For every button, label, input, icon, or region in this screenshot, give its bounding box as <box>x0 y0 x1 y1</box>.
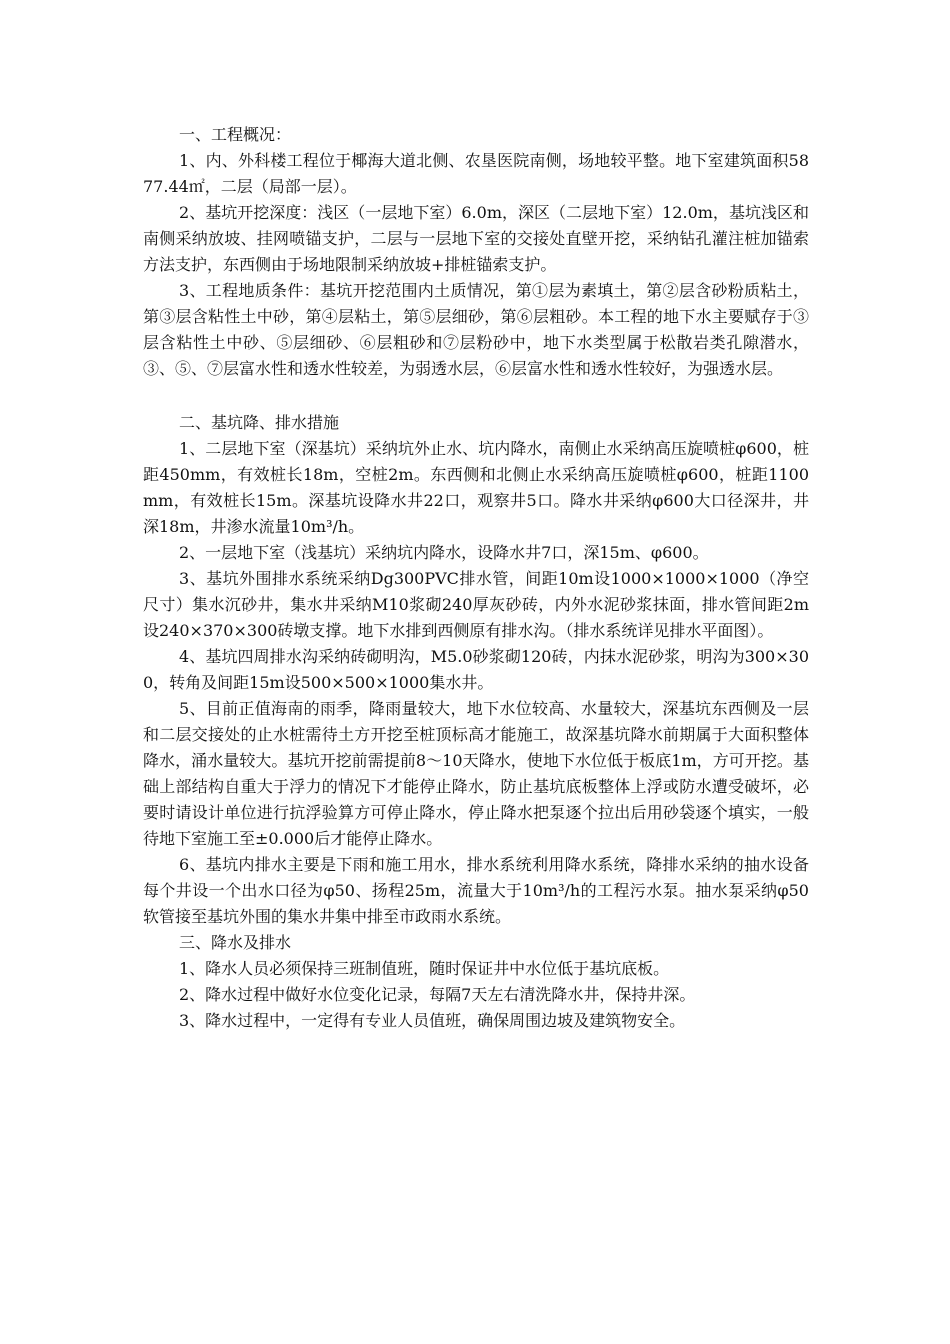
paragraph: 1、二层地下室（深基坑）采纳坑外止水、坑内降水，南侧止水采纳高压旋喷桩φ600，桩距450mm，有效桩长18m，空桩2m。东西侧和北侧止水采纳高压旋喷桩φ600，桩距1100mm，有效桩长15m。深基坑设降水井22口，观察井5口。降水井采纳φ600大口径深井，井深18m，井渗水流量10m³/h。 <box>143 439 809 536</box>
paragraph: 2、一层地下室（浅基坑）采纳坑内降水，设降水井7口，深15m、φ600。 <box>179 543 709 562</box>
paragraph: 4、基坑四周排水沟采纳砖砌明沟，M5.0砂浆砌120砖，内抹水泥砂浆，明沟为300×300，转角及间距15m设500×500×1000集水井。 <box>143 647 809 692</box>
paragraph: 5、目前正值海南的雨季，降雨量较大，地下水位较高、水量较大，深基坑东西侧及一层和二层交接处的止水桩需待土方开挖至桩顶标高才能施工，故深基坑降水前期属于大面积整体降水，涌水量较大。基坑开挖前需提前8～10天降水，使地下水位低于板底1m，方可开挖。基础上部结构自重大于浮力的情况下才能停止降水，防止基坑底板整体上浮或防水遭受破坏，必要时请设计单位进行抗浮验算方可停止降水，停止降水把泵逐个拉出后用砂袋逐个填实，一般待地下室施工至±0.000后才能停止降水。 <box>143 699 809 848</box>
document-body <box>143 122 809 1034</box>
paragraph: 1、降水人员必须保持三班制值班，随时保证井中水位低于基坑底板。 <box>179 959 670 978</box>
paragraph: 6、基坑内排水主要是下雨和施工用水，排水系统利用降水系统，降排水采纳的抽水设备每个井设一个出水口径为φ50、扬程25m，流量大于10m³/h的工程污水泵。抽水泵采纳φ50软管接至基坑外围的集水井集中排至市政雨水系统。 <box>143 855 809 926</box>
paragraph: 3、工程地质条件：基坑开挖范围内土质情况，第①层为素填土，第②层含砂粉质粘土，第③层含粘性土中砂，第④层粘土，第⑤层细砂，第⑥层粗砂。本工程的地下水主要赋存于③层含粘性土中砂、⑤层细砂、⑥层粗砂和⑦层粉砂中，地下水类型属于松散岩类孔隙潜水，③、⑤、⑦层富水性和透水性较差，为弱透水层，⑥层富水性和透水性较好，为强透水层。 <box>143 281 809 378</box>
paragraph: 3、降水过程中，一定得有专业人员值班，确保周围边坡及建筑物安全。 <box>179 1011 686 1030</box>
paragraph: 3、基坑外围排水系统采纳Dg300PVC排水管，间距10m设1000×1000×1000（净空尺寸）集水沉砂井，集水井采纳M10浆砌240厚灰砂砖，内外水泥砂浆抹面，排水管间距2m设240×370×300砖墩支撑。地下水排到西侧原有排水沟。（排水系统详见排水平面图）。 <box>143 569 809 640</box>
paragraph: 2、基坑开挖深度：浅区（一层地下室）6.0m，深区（二层地下室）12.0m，基坑浅区和南侧采纳放坡、挂网喷锚支护，二层与一层地下室的交接处直壁开挖，采纳钻孔灌注桩加锚索方法支护，东西侧由于场地限制采纳放坡+排桩锚索支护。 <box>143 203 809 274</box>
paragraph: 1、内、外科楼工程位于椰海大道北侧、农垦医院南侧，场地较平整。地下室建筑面积5877.44㎡，二层（局部一层）。 <box>143 151 809 196</box>
paragraph: 2、降水过程中做好水位变化记录，每隔7天左右清洗降水井，保持井深。 <box>179 985 696 1004</box>
section-heading-dewatering-measures: 二、基坑降、排水措施 <box>179 413 340 432</box>
section-spacer <box>143 382 809 410</box>
section-heading-overview: 一、工程概况： <box>179 125 292 144</box>
section-heading-dewatering-drainage: 三、降水及排水 <box>179 933 292 952</box>
